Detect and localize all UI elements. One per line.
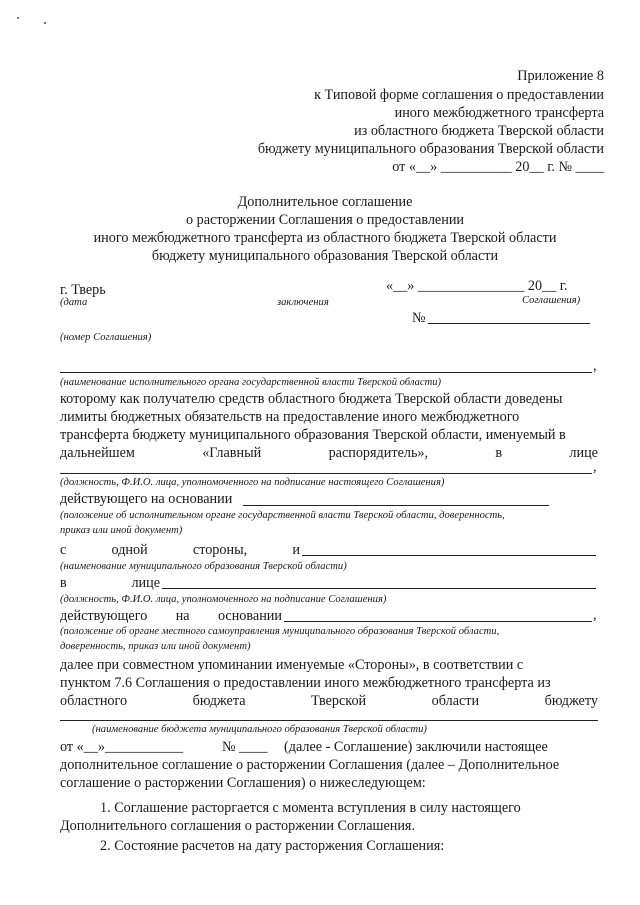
paragraph-line: соглашение о расторжении Соглашения) о нижеследующем: [60,775,426,791]
word: одной [111,542,148,558]
contract-date: «__» _______________ 20__ г. [386,278,568,294]
word: области [431,693,480,709]
title-line: Дополнительное соглашение [237,194,413,210]
word: лице [569,445,598,461]
agreement-date-ref: от «__»___________ [60,739,184,755]
title-line: о расторжении Соглашения о предоставлении [185,212,464,228]
budget-name-field [60,720,598,721]
clause-1: 1. Соглашение расторгается с момента вступления в силу настоящего [100,800,521,816]
agreement-number-field [428,323,590,324]
paragraph-line-justified [60,445,598,462]
municipality-field [302,555,596,556]
date-caption-mid: заключения [277,297,329,308]
municipal-official-field [162,588,596,589]
appendix-line: из областного бюджета Тверской области [354,123,604,139]
scan-speck [17,17,19,19]
clause-2: 2. Состояние расчетов на дату расторжения Соглашения: [100,838,445,854]
local-basis-caption: (положение об органе местного самоуправления муниципального образования Тверской области, [60,626,500,637]
appendix-line: от «__» __________ 20__ г. № ____ [392,159,604,175]
word: Тверской [311,693,367,709]
word: областного [60,693,128,709]
executive-body-field [60,372,592,373]
word: распорядитель», [328,445,429,461]
appendix-line: иного межбюджетного трансферта [394,105,604,121]
city-label: г. Тверь [60,282,106,298]
agreement-number-ref: № ____ [222,739,268,755]
basis-field [243,505,549,506]
comma: , [593,607,597,623]
in-person-line [60,575,160,592]
basis-caption: (положение об исполнительном органе государственной власти Тверской области, доверенность, [60,510,505,521]
date-caption-right: Соглашения) [522,295,581,306]
local-basis-field [284,621,592,622]
word: основании [217,608,282,624]
one-side-line [60,542,300,559]
word: на [175,608,190,624]
paragraph-line: лимиты бюджетных обязательств на предоставление иного межбюджетного [60,409,520,425]
paragraph-line: дополнительное соглашение о расторжении Соглашения (далее – Дополнительное [60,757,560,773]
word: бюджету [544,693,598,709]
official-caption: (должность, Ф.И.О. лица, уполномоченного на подписание настоящего Соглашения) [60,477,445,488]
word: с [60,542,67,558]
municipal-official-caption: (должность, Ф.И.О. лица, уполномоченного на подписание Соглашения) [60,594,387,605]
title-line: бюджету муниципального образования Тверской области [151,248,499,264]
title-line: иного межбюджетного трансферта из областного бюджета Тверской области [93,230,557,246]
agreement-number-caption: (номер Соглашения) [60,332,152,343]
municipality-caption: (наименование муниципального образования Тверской области) [60,561,347,572]
paragraph-line: пунктом 7.6 Соглашения о предоставлении иного межбюджетного трансферта из [60,675,551,691]
scan-speck [44,22,46,24]
date-caption-left: (дата [60,297,88,308]
appendix-line: бюджету муниципального образования Тверской области [257,141,604,157]
paragraph-line: (далее - Соглашение) заключили настоящее [284,739,548,755]
word: действующего [60,608,148,624]
word: лице [131,575,160,591]
word: «Главный [202,445,262,461]
paragraph-line-justified [60,693,598,710]
agreement-number-sign: № [412,310,426,326]
acting-basis-line [60,608,282,625]
comma: , [593,459,597,475]
word: дальнейшем [60,445,135,461]
word: стороны, [192,542,248,558]
comma: , [593,358,597,374]
appendix-line: к Типовой форме соглашения о предоставлении [314,87,604,103]
acting-basis-label: действующего на основании [60,491,233,507]
paragraph-line: которому как получателю средств областного бюджета Тверской области доведены [60,391,563,407]
word: бюджета [192,693,246,709]
official-field [60,473,592,474]
paragraph-line: далее при совместном упоминании именуемые «Стороны», в соответствии с [60,657,524,673]
clause-1-continued: Дополнительного соглашения о расторжении Соглашения. [60,818,415,834]
word: в [60,575,67,591]
local-basis-caption: доверенность, приказ или иной документ) [60,641,251,652]
word: и [292,542,300,558]
executive-body-caption: (наименование исполнительного органа государственной власти Тверской области) [60,377,442,388]
word: в [495,445,503,461]
paragraph-line: трансферта бюджету муниципального образования Тверской области, именуемый в [60,427,566,443]
budget-name-caption: (наименование бюджета муниципального образования Тверской области) [92,724,427,735]
basis-caption: приказ или иной документ) [60,525,183,536]
appendix-line: Приложение 8 [517,68,604,84]
